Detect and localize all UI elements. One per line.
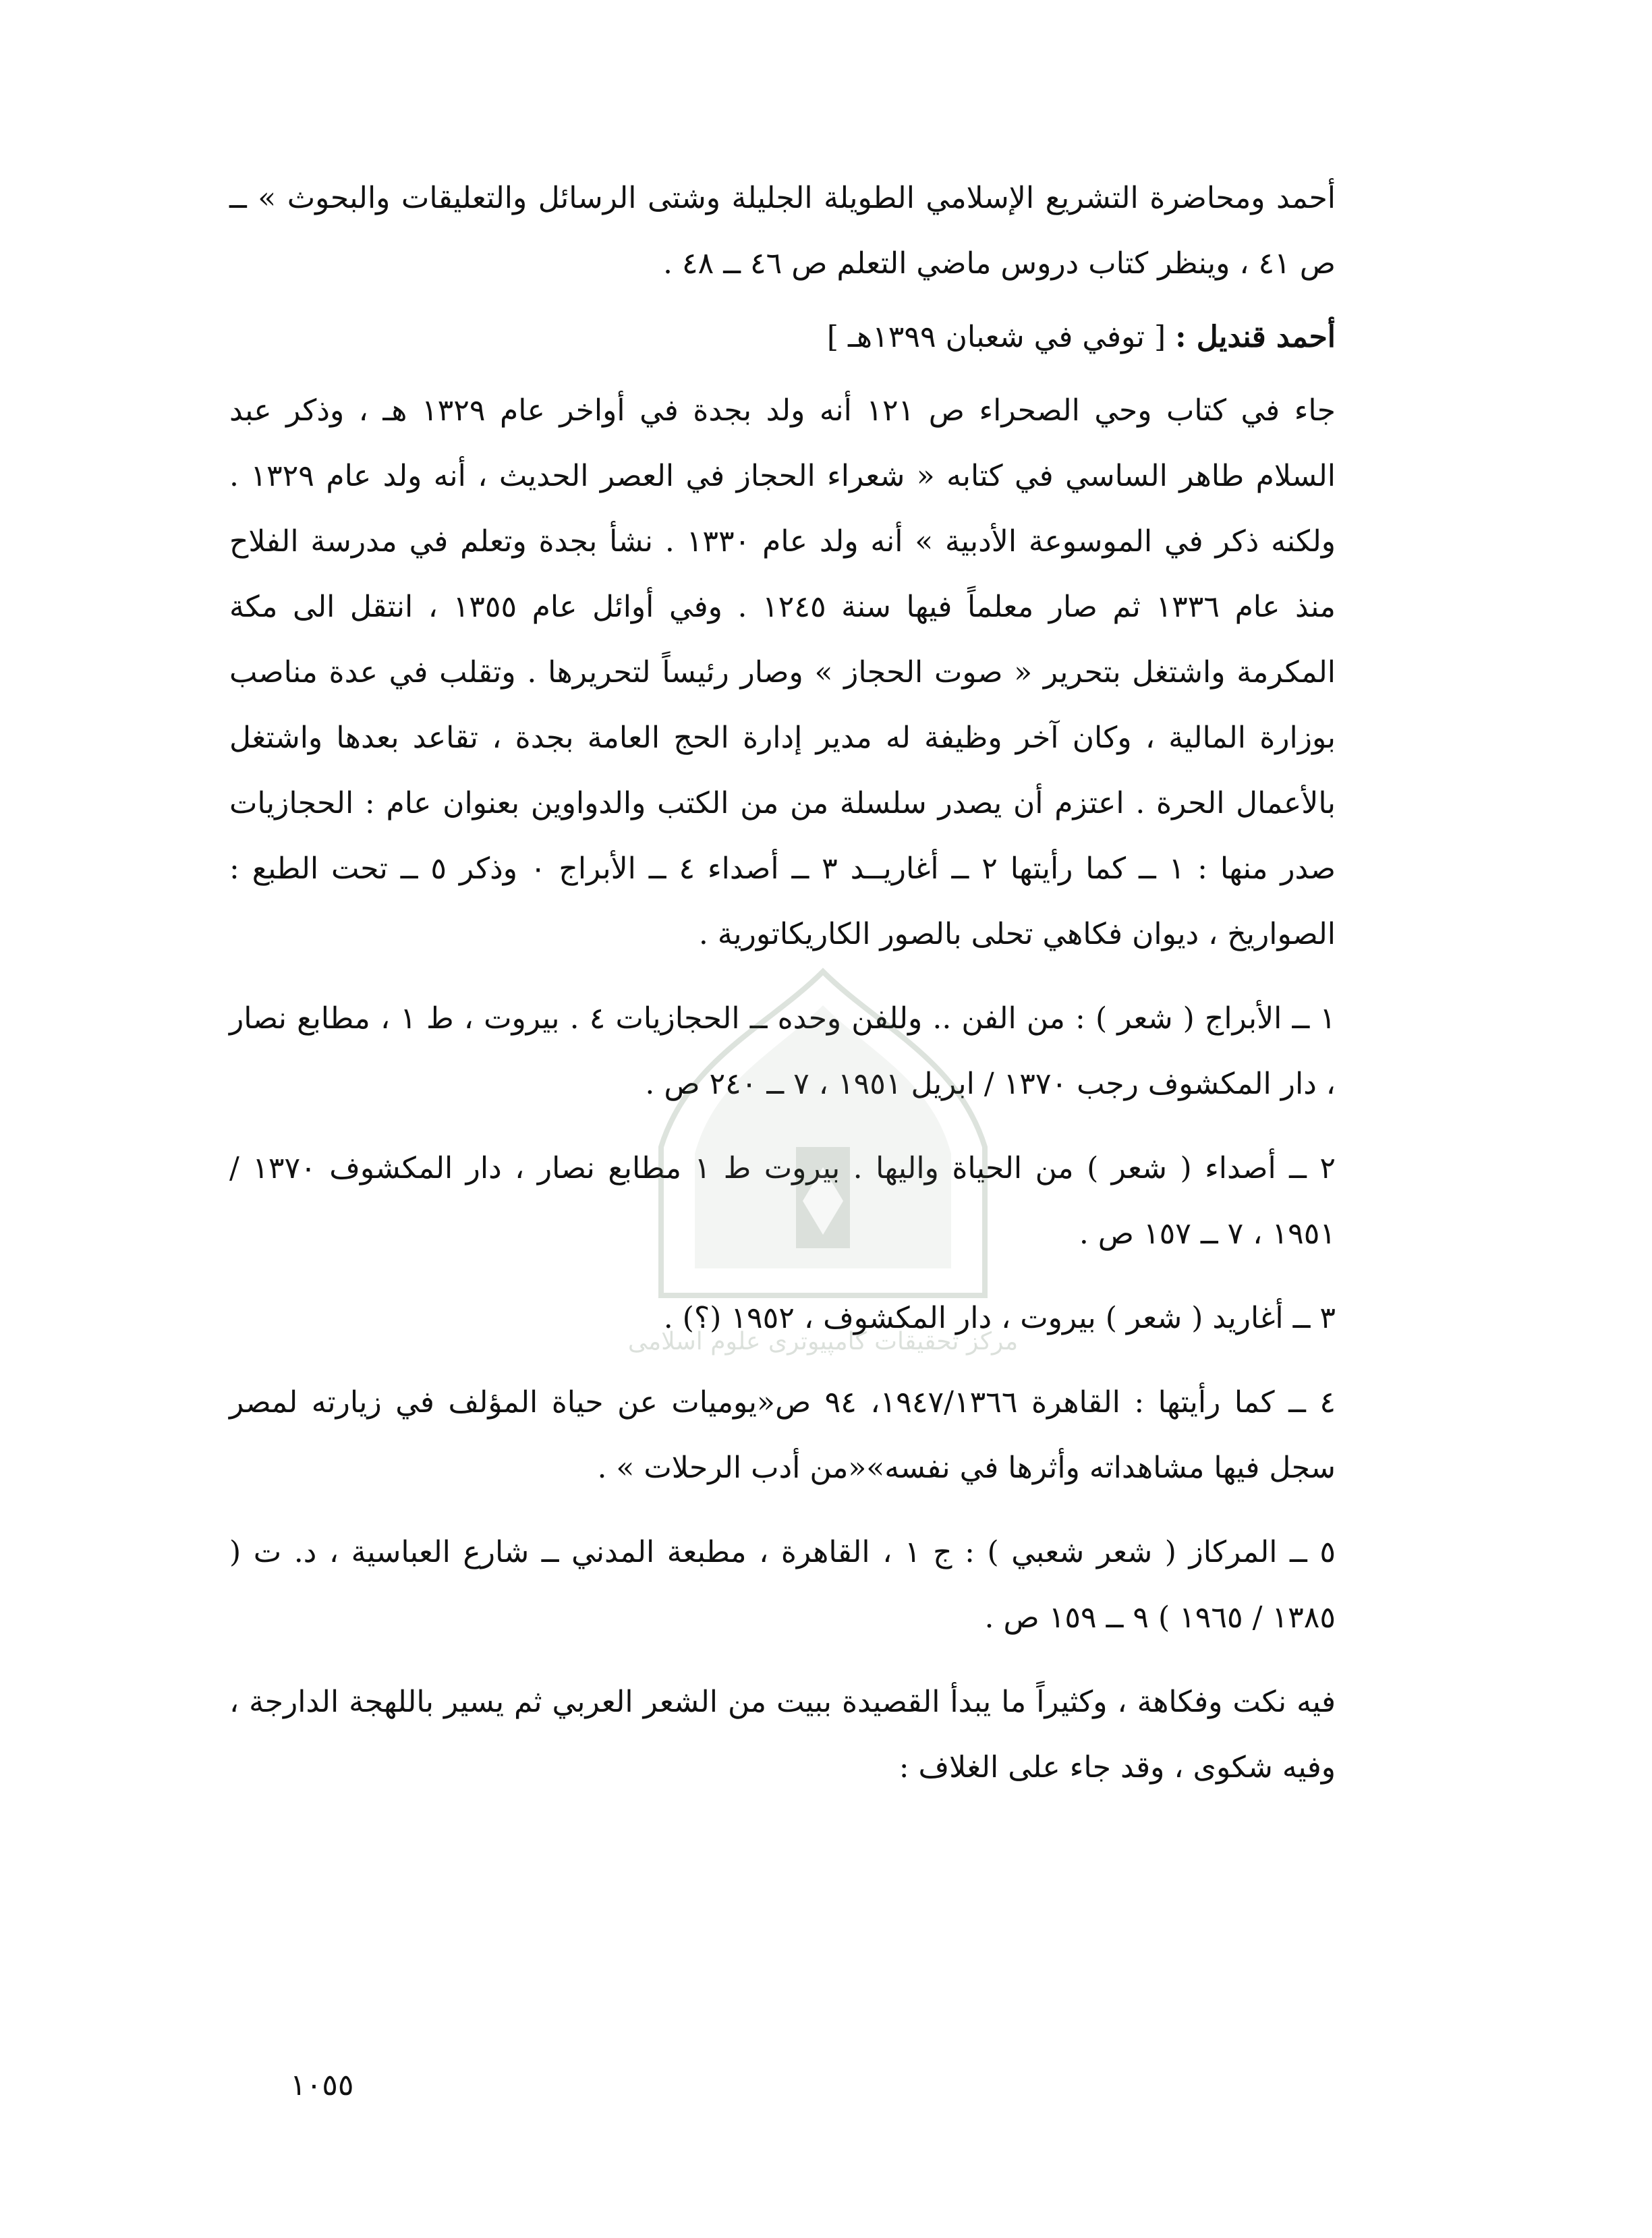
entry-death-date: [ توفي في شعبان ١٣٩٩هـ ] (826, 320, 1166, 354)
paragraph-work-5: ٥ ــ المركاز ( شعر شعبي ) : ج ١ ، القاهرة ، مطبعة المدني ــ شارع العباسية ، د. ت ( ١٣٨٥ / ١٩٦٥ ) ٩ ــ ١٥٩ ص . (229, 1535, 1336, 1635)
paragraph-work-3: ٣ ــ أغاريد ( شعر ) بيروت ، دار المكشوف ، ١٩٥٢ (؟) . (663, 1301, 1336, 1335)
paragraph-description: فيه نكت وفكاهة ، وكثيراً ما يبدأ القصيدة ببيت من الشعر العربي ثم يسير باللهجة الدارجة ، وفيه شكوى ، وقد جاء على الغلاف : (229, 1685, 1336, 1785)
entry-heading (229, 304, 1336, 370)
entry-name: أحمد قنديل : (1175, 320, 1336, 354)
paragraph-work-1: ١ ــ الأبراج ( شعر ) : من الفن .. وللفن وحده ــ الحجازيات ٤ . بيروت ، ط ١ ، مطابع نصار ، دار المكشوف رجب ١٣٧٠ / ابريل ١٩٥١ ، ٧ ــ ٢٤٠ ص . (229, 1001, 1336, 1101)
body-text (229, 165, 1336, 1800)
page-number: ١٠٥٥ (290, 2068, 354, 2102)
paragraph-continuation: أحمد ومحاضرة التشريع الإسلامي الطويلة الجليلة وشتى الرسائل والتعليقات والبحوث » ــ ص ٤١ ، وينظر كتاب دروس ماضي التعلم ص ٤٦ ــ ٤٨ . (229, 181, 1336, 281)
paragraph-biography: جاء في كتاب وحي الصحراء ص ١٢١ أنه ولد بجدة في أواخر عام ١٣٢٩ هـ ، وذكر عبد السلام طاهر الساسي في كتابه « شعراء الحجاز في العصر الحديث ، أنه ولد عام ١٣٢٩ . ولكنه ذكر في الموسوعة الأدبية » أنه ولد عام ١٣٣٠ . نشأ بجدة وتعلم في مدرسة الفلاح منذ عام ١٣٣٦ ثم صار معلماً فيها سنة ١٢٤٥ . وفي أوائل عام ١٣٥٥ ، انتقل الى مكة المكرمة واشتغل بتحرير « صوت الحجاز » وصار رئيساً لتحريرها . وتقلب في عدة مناصب بوزارة المالية ، وكان آخر وظيفة له مدير إدارة الحج العامة بجدة ، تقاعد بعدها واشتغل بالأعمال الحرة . اعتزم أن يصدر سلسلة من من الكتب والدواوين بعنوان عام : الحجازيات صدر منها : ١ ــ كما رأيتها ٢ ــ أغاريــد ٣ ــ أصداء ٤ ــ الأبراج ٠ وذكر ٥ ــ تحت الطبع : الصواريخ ، ديوان فكاهي تحلى بالصور الكاريكاتورية . (229, 393, 1336, 951)
paragraph-work-2: ٢ ــ أصداء ( شعر ) من الحياة واليها . بيروت ط ١ مطابع نصار ، دار المكشوف ١٣٧٠ / ١٩٥١ ، ٧ ــ ١٥٧ ص . (229, 1151, 1336, 1251)
paragraph-work-4: ٤ ــ كما رأيتها : القاهرة ١٩٤٧/١٣٦٦، ٩٤ ص«يوميات عن حياة المؤلف في زيارته لمصر سجل فيها مشاهداته وأثرها في نفسه»«من أدب الرحلات » . (229, 1385, 1336, 1485)
watermark-text: مرکز تحقیقات کامپیوتری علوم اسلامی (627, 1328, 1019, 1355)
